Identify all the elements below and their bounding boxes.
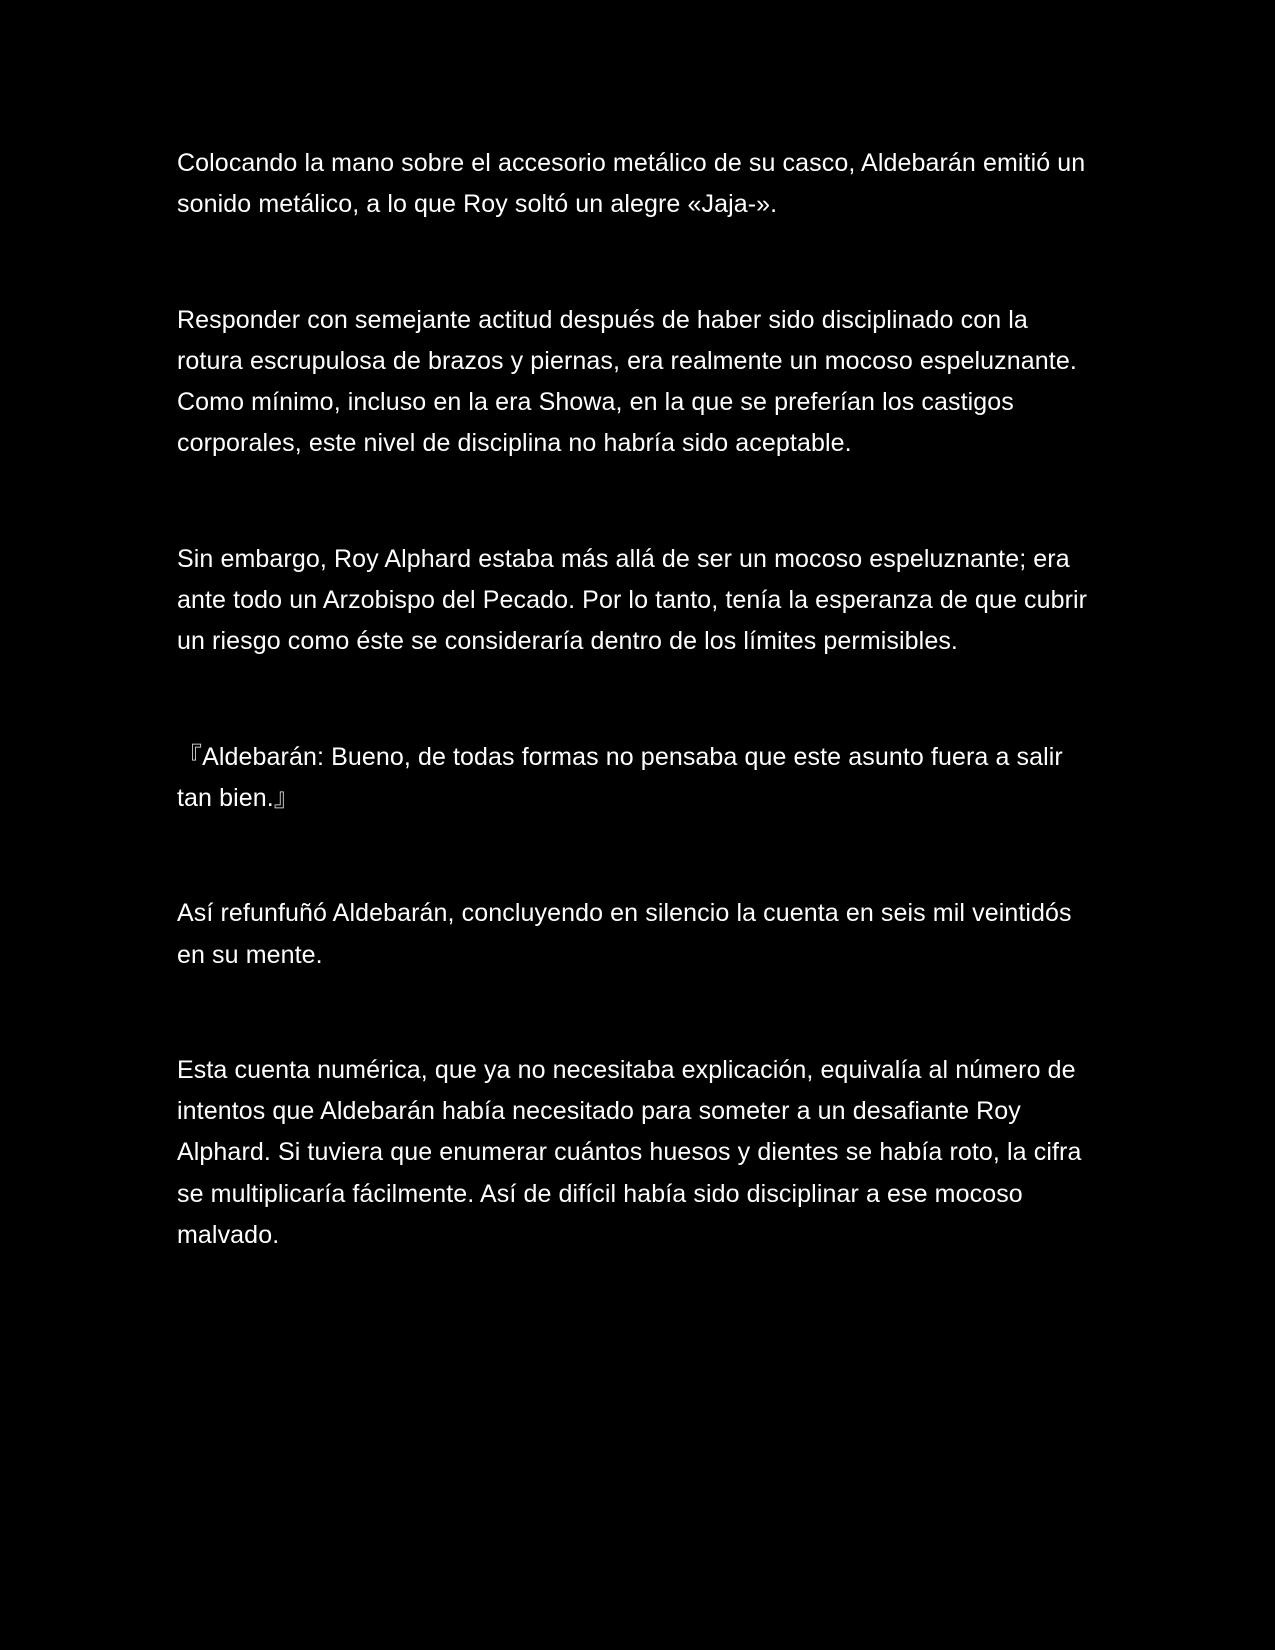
paragraph-3: Sin embargo, Roy Alphard estaba más allá de ser un mocoso espeluznante; era ante todo un Arzobispo del Pecado. Por lo tanto, tenía la esperanza de que cubrir un riesgo como éste se consideraría dentro de los límites permisibles. [177,544,1088,656]
paragraph-5: Así refunfuñó Aldebarán, concluyendo en silencio la cuenta en seis mil veintidós en su mente. [177,899,1072,969]
dialogue-paragraph: 『Aldebarán: Bueno, de todas formas no pensaba que este asunto fuera a salir tan bien.』 [177,742,1063,812]
paragraph-6: Esta cuenta numérica, que ya no necesitaba explicación, equivalía al número de intentos que Aldebarán había necesitado para someter a un desafiante Roy Alphard. Si tuviera que enumerar cuántos huesos y dientes se había roto, la cifra se multiplicaría fácilmente. Así de difícil había sido disciplinar a ese mocoso malvado. [177,1055,1082,1250]
text-column [177,143,1097,1256]
paragraph-2: Responder con semejante actitud después de haber sido disciplinado con la rotura escrupulosa de brazos y piernas, era realmente un mocoso espeluznante. Como mínimo, incluso en la era Showa, en la que se preferían los castigos corporales, este nivel de disciplina no habría sido aceptable. [177,305,1077,458]
paragraph-1: Colocando la mano sobre el accesorio metálico de su casco, Aldebarán emitió un sonido metálico, a lo que Roy soltó un alegre «Jaja-». [177,149,1086,219]
